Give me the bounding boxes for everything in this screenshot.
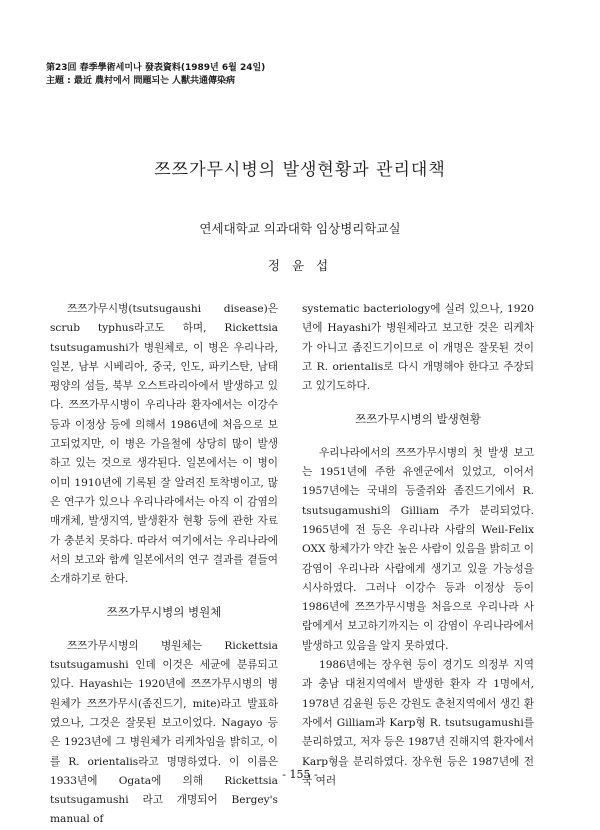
header-line-1: 第23回 春季學術세미나 發表資料(1989년 6월 24일) (46, 63, 266, 73)
intro-paragraph: 쯔쯔가무시병(tsutsugaushi disease)은 scrub typhus라고도 하며, Rickettsia tsutsugamushi가 병원체로, 이 병은 우리나라, 일본, 남부 시베리아, 중국, 인도, 파키스탄, 남태평양의 섬들, 북부 오스트라리아에서 발생하고 있다. 쯔쯔가무시병이 우리나라 환자에서는 이강수 등과 이정상 등에 의해서 1986년에 처음으로 보고되었지만, 이 병은 가을철에 상당히 많이 발생하고 있는 것으로 생각된다. 일본에서는 이 병이 이미 1910년에 기록된 잘 알려진 토착병이고, 많은 연구가 있으나 우리나라에서는 아직 이 감염의 매개체, 발생지역, 발생환자 현황 등에 관한 자료가 충분치 못하다. 따라서 여기에서는 우리나라에서의 보고와 함께 일본에서의 연구 결과를 곁들여 소개하기로 한다. (50, 303, 278, 586)
pathogen-paragraph: 쯔쯔가무시병의 병원체는 Rickettsia tsutsugamushi 인데 이것은 세균에 분류되고 있다. Hayashi는 1920년에 쯔쯔가무시병의 병원체가 쯔쯔가무시(좀진드기, mite)라고 발표하였으나, 그것은 잘못된 보고이었다. Nagayo 등은 1923년에 그 병원체가 리케차임을 밝히고, 이를 R. orientalis라고 명명하였다. 이 이름은 1933년에 Ogata에 의해 Rickettsia tsutsugamushi 라고 개명되어 Bergey's manual of (50, 639, 278, 826)
occurrence-paragraph: 우리나라에서의 쯔쯔가무시병의 첫 발생 보고는 1951년에 주한 유엔군에서 있었고, 이어서 1957년에는 국내의 등줄쥐와 좀진드기에서 R. tsutsugamushi의 Gilliam 주가 분리되었다. 1965년에 전 등은 우리나라 사람의 Weil-Felix OXX 항체가가 약간 높은 사람이 있음을 밝히고 이 감염이 우리나라 사람에게 생기고 있을 가능성을 시사하였다. 그러나 이강수 등과 이정상 등이 1986년에 쯔쯔가무시병을 처음으로 우리나라 사람에게서 보고하기까지는 이 감염이 우리나라에서 발생하고 있음을 알지 못하였다. (302, 446, 534, 652)
left-column (50, 300, 278, 830)
paper-title: 쯔쯔가무시병의 발생현황과 관리대책 (154, 160, 446, 180)
page-number: - 155 - (282, 768, 318, 781)
header-line-2: 主題 : 最近 農村에서 問題되는 人獸共通傳染病 (46, 76, 236, 86)
affiliation: 연세대학교 의과대학 임상병리학교실 (199, 221, 401, 236)
section-heading-occurrence: 쯔쯔가무시병의 발생현황 (355, 412, 481, 427)
section-heading-pathogen: 쯔쯔가무시병의 병원체 (106, 605, 222, 620)
right-column (302, 300, 534, 791)
isolation-paragraph: 1986년에는 장우현 등이 경기도 의정부 지역과 충남 대천지역에서 발생한 환자 각 1명에서, 1978년 김윤원 등은 강원도 춘천지역에서 생긴 환자에서 Gilliam과 Karp형 R. tsutsugamushi를 분리하였고, 저자 등은 1987년 진해지역 환자에서 Karp형을 분리하였다. 장우현 등은 1987년에 전국 여러 (302, 659, 534, 787)
continuation-paragraph: systematic bacteriology에 실려 있으나, 1920년에 Hayashi가 병원체라고 보고한 것은 리케차가 아니고 좀진드기이므로 이 개명은 잘못된 것이고 R. orientalis로 다시 개명해야 한다고 주장되고 있기도하다. (302, 303, 534, 393)
header (46, 62, 265, 88)
author: 정 윤 섭 (267, 258, 333, 273)
